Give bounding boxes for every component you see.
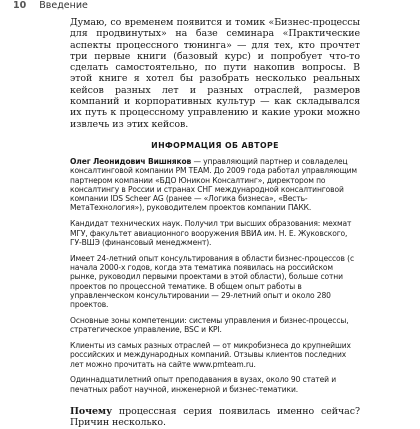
author-experience-paragraph: Имеет 24-летний опыт консультирования в области бизнес-процессов (с начала 2000-х годов, когда эта тематика появилась на российском рынке, руководил первыми проектами в этой области), больше сотни проектов по процессной тематике. В общем опыт работы в управленческом консультировании — 29-летний опыт и около 280 проектов. [70,253,354,310]
author-info-box [70,141,360,394]
intro-paragraph: Думаю, со временем появится и томик «Бизнес-процессы для продвинутых» на базе семинара «Практические аспекты процессного тюнинга» — для тех, кто прочтет три первые книги (базовый курс) и попробует что-то сделать самостоятельно, по пути накопив вопросы. В этой книге я хотел бы разобрать несколько реальных кейсов разных лет и разных отраслей, размеров компаний и корпоративных культур — как складывался их путь к процессному управлению и какие уроки можно извлечь из этих кейсов. [70,17,360,130]
author-bio-text: — управляющий партнер и совладелец консалтинговой компании PM TEAM. До 2009 года работал управляющим партнером компании «БДО Юникон Консалтинг», директором по консалтингу в России и странах СНГ международной консалтинговой компании IDS Scheer AG (ранее — «Логика бизнеса», «Весть-МетаТехнология»), руководителем проектов компании ПАКК. [70,156,357,213]
author-clients-paragraph: Клиенты из самых разных отраслей — от микробизнеса до крупнейших российских и международных компаний. Отзывы клиентов последних лет можно прочитать на сайте www.pmteam.ru. [70,341,351,369]
closing-text: процессная серия появилась именно сейчас? Причин несколько. [70,406,360,429]
page-number: 10 [13,0,27,11]
author-education-paragraph: Кандидат технических наук. Получил три высших образования: мехмат МГУ, факультет авиационного вооружения ВВИА им. Н. Е. Жуковского, ГУ-ВШЭ (финансовый менеджмент). [70,219,352,247]
page-body [70,17,360,429]
author-name: Олег Леонидович Вишняков [70,156,192,166]
running-header [13,0,407,12]
author-teaching-paragraph: Одиннадцатилетний опыт преподавания в вузах, около 90 статей и печатных работ научной, инженерной и бизнес-тематики. [70,375,337,394]
running-section-title: Введение [39,0,88,11]
closing-lead-word: Почему [70,406,113,417]
author-competence-paragraph: Основные зоны компетенции: системы управления и бизнес-процессы, стратегическое управление, BSC и KPI. [70,315,349,335]
closing-paragraph [70,406,360,429]
author-box-title: ИНФОРМАЦИЯ ОБ АВТОРЕ [151,140,279,150]
author-bio-paragraph [70,157,360,213]
